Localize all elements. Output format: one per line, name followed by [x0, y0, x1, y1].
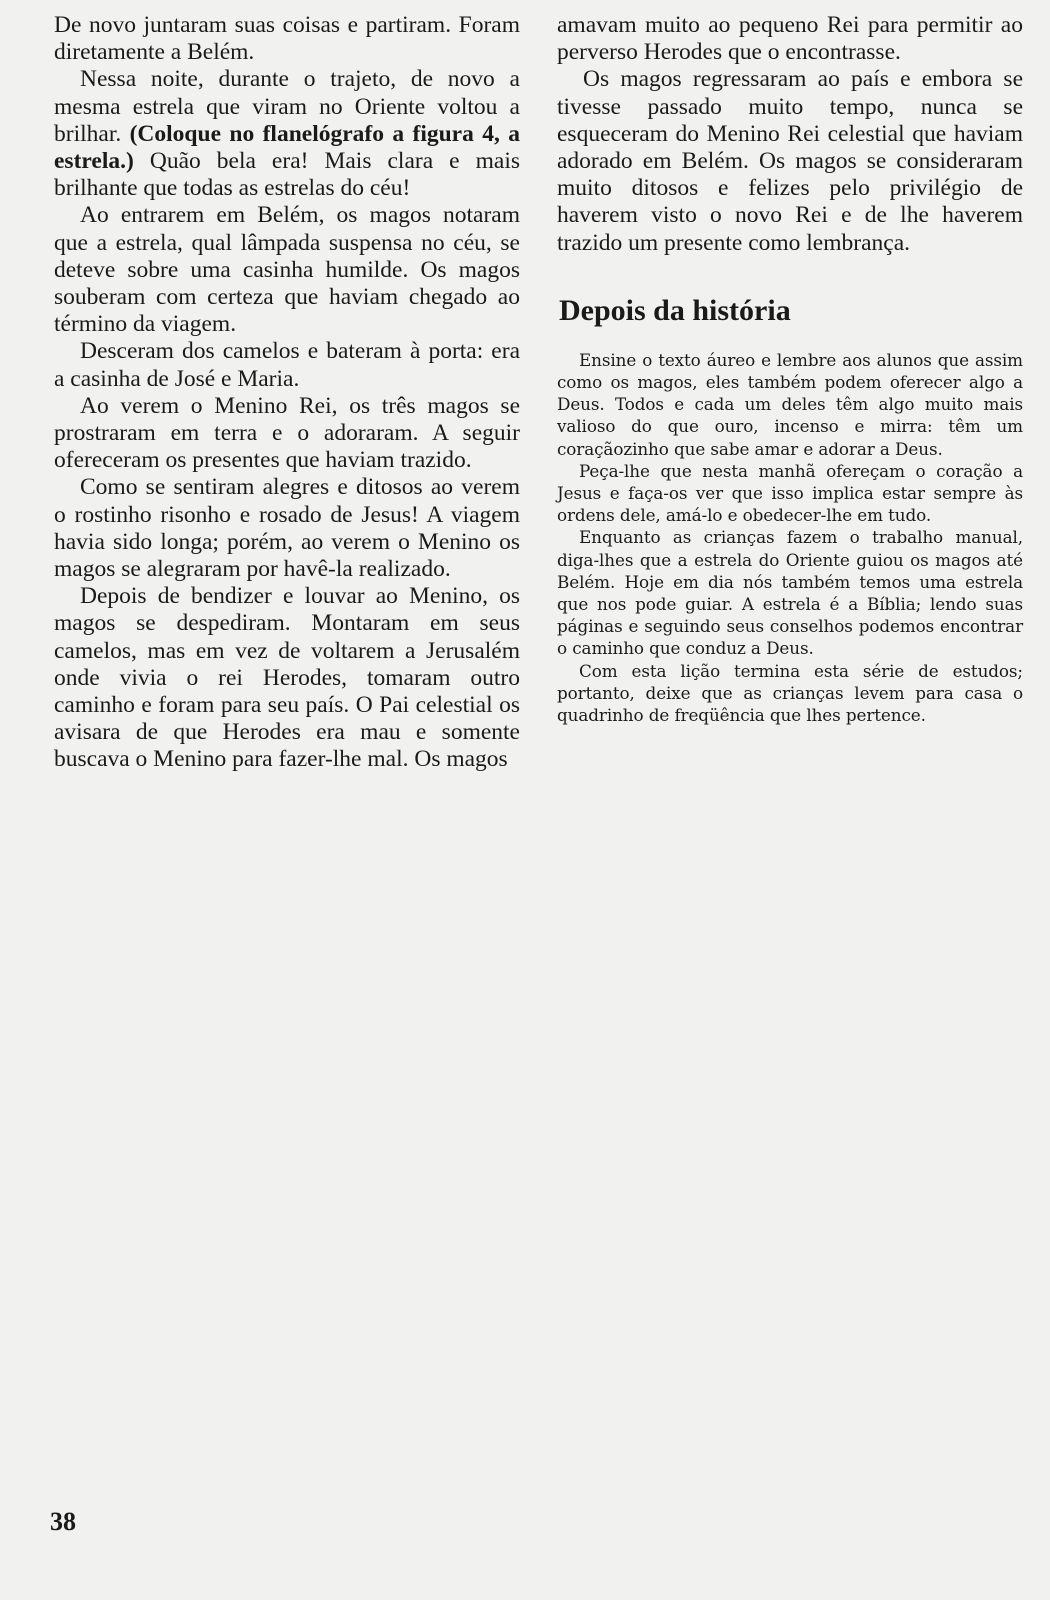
page-number: 38 — [50, 1507, 76, 1536]
paragraph: Peça-lhe que nesta manhã ofereçam o coração a Jesus e faça-os ver que isso implica estar sempre às ordens dele, amá-lo e obedecer-lhe em tudo. — [557, 460, 1023, 526]
story-continuation — [557, 12, 1023, 257]
paragraph-text: Quão bela era! Mais clara e mais brilhante que todas as estrelas do céu! — [54, 148, 520, 202]
paragraph: De novo juntaram suas coisas e partiram. Foram diretamente a Belém. — [54, 12, 520, 66]
paragraph: Ensine o texto áureo e lembre aos alunos que assim como os magos, eles também podem oferecer algo a Deus. Todos e cada um deles têm algo muito mais valioso do que ouro, incenso e mirra: têm um coraçãozinho que sabe amar e adorar a Deus. — [557, 349, 1023, 459]
after-story-section — [557, 349, 1023, 726]
section-heading: Depois da história — [559, 293, 791, 327]
paragraph: Ao entrarem em Belém, os magos notaram que a estrela, qual lâmpada suspensa no céu, se deteve sobre uma casinha humilde. Os magos souberam com certeza que haviam chegado ao término da viagem. — [54, 202, 520, 338]
left-column — [54, 12, 520, 774]
paragraph: Com esta lição termina esta série de estudos; portanto, deixe que as crianças levem para casa o quadrinho de freqüência que lhes pertence. — [557, 660, 1023, 726]
paragraph: amavam muito ao pequeno Rei para permitir ao perverso Herodes que o encontrasse. — [557, 12, 1023, 66]
paragraph-text: Nessa noite, durante o trajeto, de novo a mesma estrela que viram no Oriente voltou a brilhar. — [54, 66, 520, 147]
right-column — [557, 12, 1023, 726]
paragraph: Ao verem o Menino Rei, os três magos se prostraram em terra e o adoraram. A seguir ofereceram os presentes que haviam trazido. — [54, 392, 520, 474]
paragraph-with-instruction — [54, 66, 520, 202]
paragraph: Enquanto as crianças fazem o trabalho manual, diga-lhes que a estrela do Oriente guiou os magos até Belém. Hoje em dia nós também temos uma estrela que nos pode guiar. A estrela é a Bíblia; lendo suas páginas e seguindo seus conselhos podemos encontrar o caminho que conduz a Deus. — [557, 527, 1023, 659]
paragraph: Como se sentiram alegres e ditosos ao verem o rostinho risonho e rosado de Jesus! A viagem havia sido longa; porém, ao verem o Menino os magos se alegraram por havê-la realizado. — [54, 474, 520, 583]
paragraph: Os magos regressaram ao país e embora se tivesse passado muito tempo, nunca se esqueceram do Menino Rei celestial que haviam adorado em Belém. Os magos se consideraram muito ditosos e felizes pelo privilégio de haverem visto o novo Rei e de lhe haverem trazido um presente como lembrança. — [557, 66, 1023, 256]
paragraph: Depois de bendizer e louvar ao Menino, os magos se despediram. Montaram em seus camelos, mas em vez de voltarem a Jerusalém onde vivia o rei Herodes, tomaram outro caminho e foram para seu país. O Pai celestial os avisara de que Herodes era mau e somente buscava o Menino para fazer-lhe mal. Os magos — [54, 583, 520, 773]
instruction-bold: (Coloque no flanelógrafo a figura 4, a estrela.) — [54, 120, 520, 175]
paragraph: Desceram dos camelos e bateram à porta: era a casinha de José e Maria. — [54, 338, 520, 392]
